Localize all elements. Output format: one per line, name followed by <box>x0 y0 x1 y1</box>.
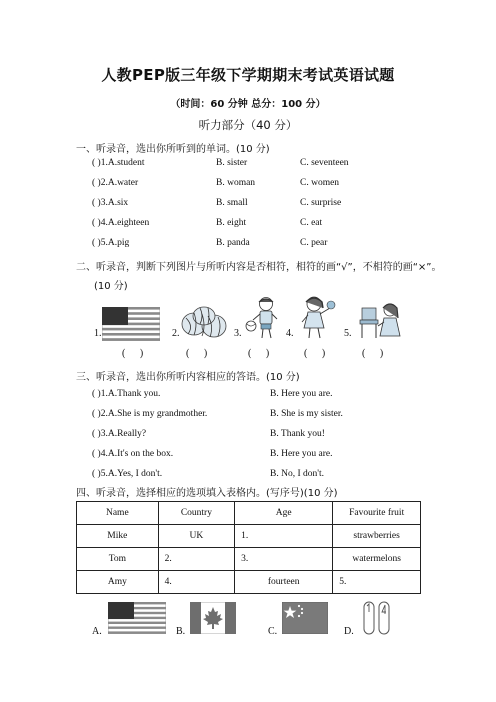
china-flag-option <box>282 602 328 639</box>
part3-response-a: ( )5.A.Yes, I don't. <box>92 469 163 479</box>
girl-playing-picture <box>296 294 336 347</box>
table-cell[interactable]: 2. <box>158 548 234 571</box>
part2-heading-points: (10 分) <box>94 281 128 292</box>
table-header-cell: Age <box>235 502 333 525</box>
part1-option-b: B. woman <box>216 178 256 188</box>
part3-heading: 三、听录音，选出你所听内容相应的答语。(10 分) <box>76 372 300 383</box>
boy-with-ball-picture <box>244 296 282 347</box>
part1-option-b: B. sister <box>216 158 248 168</box>
table-cell: strawberries <box>333 525 421 548</box>
table-header-row <box>77 502 421 525</box>
part1-option-c: C. eat <box>300 218 323 228</box>
number-fourteen-option <box>362 596 392 641</box>
part3-response-b: B. Here you are. <box>270 449 333 459</box>
part1-option-b: B. panda <box>216 238 250 248</box>
part3-response-b: B. No, I don't. <box>270 469 324 479</box>
part1-option-b: B. small <box>216 198 248 208</box>
part2-heading: 二、听录音，判断下列图片与所听内容是否相符，相符的画“√”，不相符的画“×”。 <box>76 262 442 273</box>
table-cell: Mike <box>77 525 159 548</box>
watermelons-picture <box>180 302 228 347</box>
part1-option-c: C. seventeen <box>300 158 349 168</box>
answer-blank-1[interactable]: ( ) <box>122 348 150 359</box>
table-row <box>77 548 421 571</box>
table-cell[interactable]: 1. <box>235 525 333 548</box>
part3-response-a: ( )2.A.She is my grandmother. <box>92 409 208 419</box>
answer-blank-5[interactable]: ( ) <box>362 348 390 359</box>
pic-label-2: 2. <box>172 328 180 339</box>
table-cell: watermelons <box>333 548 421 571</box>
table-header-cell: Favourite fruit <box>333 502 421 525</box>
table-cell: Amy <box>77 571 159 594</box>
answer-blank-4[interactable]: ( ) <box>304 348 332 359</box>
table-header-cell: Name <box>77 502 159 525</box>
part1-question-stem: ( )5.A.pig <box>92 238 130 248</box>
part3-response-b: B. Here you are. <box>270 389 333 399</box>
part3-response-a: ( )1.A.Thank you. <box>92 389 161 399</box>
option-label-c: C. <box>268 626 278 637</box>
part3-response-a: ( )3.A.Really? <box>92 429 147 439</box>
table-row <box>77 571 421 594</box>
pic-label-3: 3. <box>234 328 242 339</box>
part1-option-c: C. surprise <box>300 198 342 208</box>
table-cell: Tom <box>77 548 159 571</box>
page-title: 人教PEP版三年级下学期期末考试英语试题 <box>101 66 395 84</box>
part1-question-stem: ( )4.A.eighteen <box>92 218 150 228</box>
table-cell[interactable]: 5. <box>333 571 421 594</box>
table-row <box>77 525 421 548</box>
part3-response-a: ( )4.A.It's on the box. <box>92 449 174 459</box>
table-cell: fourteen <box>235 571 333 594</box>
part4-heading: 四、听录音，选择相应的选项填入表格内。(写序号)(10 分) <box>76 488 338 499</box>
pic-label-1: 1. <box>94 328 102 339</box>
answer-blank-2[interactable]: ( ) <box>186 348 214 359</box>
table-cell[interactable]: 3. <box>235 548 333 571</box>
us-flag-picture <box>102 307 160 346</box>
pic-label-4: 4. <box>286 328 294 339</box>
part3-response-b: B. Thank you! <box>270 429 325 439</box>
answer-blank-3[interactable]: ( ) <box>248 348 276 359</box>
section-title: 听力部分（40 分） <box>198 118 298 132</box>
girl-and-chair-picture <box>356 300 404 347</box>
pic-label-5: 5. <box>344 328 352 339</box>
part1-question-stem: ( )1.A.student <box>92 158 145 168</box>
table-cell: UK <box>158 525 234 548</box>
part1-question-stem: ( )3.A.six <box>92 198 129 208</box>
us-flag-option <box>108 602 166 639</box>
part1-question-stem: ( )2.A.water <box>92 178 139 188</box>
option-label-b: B. <box>176 626 186 637</box>
part1-option-c: C. women <box>300 178 340 188</box>
part3-response-b: B. She is my sister. <box>270 409 343 419</box>
option-label-a: A. <box>92 626 102 637</box>
info-table <box>76 501 421 594</box>
part1-heading: 一、听录音，选出你所听到的单词。(10 分) <box>76 144 270 155</box>
table-header-cell: Country <box>158 502 234 525</box>
part1-option-c: C. pear <box>300 238 328 248</box>
canada-flag-option <box>190 602 236 639</box>
exam-info: （时间：60 分钟 总分：100 分） <box>170 99 326 110</box>
option-label-d: D. <box>344 626 354 637</box>
part1-option-b: B. eight <box>216 218 247 228</box>
table-cell[interactable]: 4. <box>158 571 234 594</box>
